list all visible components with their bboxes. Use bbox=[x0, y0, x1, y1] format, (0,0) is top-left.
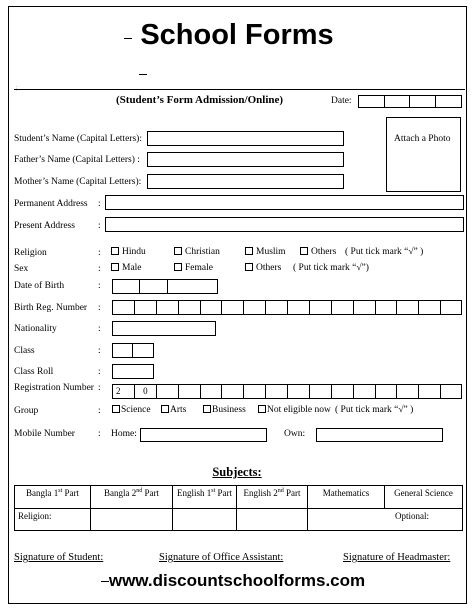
religion-hindu-checkbox[interactable]: Hindu bbox=[111, 247, 146, 258]
reg-number-field[interactable] bbox=[112, 384, 462, 399]
colon: : bbox=[98, 367, 101, 377]
group-not-eligible-checkbox[interactable]: Not eligible now bbox=[258, 405, 331, 416]
sex-male-checkbox[interactable]: Male bbox=[111, 263, 142, 274]
nationality-label: Nationality bbox=[14, 324, 57, 334]
group-note: ( Put tick mark “√” ) bbox=[335, 405, 414, 415]
group-label: Group bbox=[14, 406, 39, 416]
class-roll-input[interactable] bbox=[112, 364, 154, 379]
home-label: Home: bbox=[111, 429, 137, 439]
colon: : bbox=[98, 221, 101, 231]
colon: : bbox=[98, 264, 101, 274]
subject-cell[interactable]: English 2nd Part bbox=[237, 486, 308, 509]
colon: : bbox=[98, 281, 101, 291]
present-address-input[interactable] bbox=[105, 217, 464, 232]
reg-digit: 2 bbox=[113, 385, 135, 398]
student-name-input[interactable] bbox=[147, 131, 344, 146]
birth-reg-label: Birth Reg. Number bbox=[14, 303, 88, 313]
sex-label: Sex bbox=[14, 264, 29, 274]
reg-digit: 0 bbox=[135, 385, 157, 398]
subject-cell[interactable]: Bangla 2nd Part bbox=[91, 486, 173, 509]
colon: : bbox=[98, 383, 101, 393]
class-roll-label: Class Roll bbox=[14, 367, 54, 377]
class-field[interactable] bbox=[112, 343, 154, 358]
colon: : bbox=[98, 346, 101, 356]
sex-note: ( Put tick mark “√”) bbox=[293, 263, 369, 273]
subject-cell[interactable] bbox=[91, 509, 173, 531]
form-subtitle: (Student’s Form Admission/Online) bbox=[116, 94, 284, 106]
religion-muslim-checkbox[interactable]: Muslim bbox=[245, 247, 286, 258]
reg-number-label: Registration Number bbox=[14, 383, 94, 393]
date-label: Date: bbox=[331, 96, 352, 106]
colon: : bbox=[98, 324, 101, 334]
colon: : bbox=[98, 248, 101, 258]
mobile-label: Mobile Number bbox=[14, 429, 75, 439]
dob-label: Date of Birth bbox=[14, 281, 65, 291]
religion-note: ( Put tick mark “√” ) bbox=[345, 247, 424, 257]
signature-headmaster: Signature of Headmaster: bbox=[343, 552, 451, 563]
title-dash-small bbox=[139, 74, 147, 75]
present-address-label: Present Address bbox=[14, 221, 75, 231]
group-science-checkbox[interactable]: Science bbox=[112, 405, 151, 416]
birth-reg-field[interactable] bbox=[112, 300, 462, 315]
subject-cell[interactable] bbox=[237, 509, 308, 531]
permanent-address-label: Permanent Address bbox=[14, 199, 88, 209]
sex-others-checkbox[interactable]: Others bbox=[245, 263, 281, 274]
signature-student: Signature of Student: bbox=[14, 552, 104, 563]
own-phone-input[interactable] bbox=[316, 428, 443, 442]
class-label: Class bbox=[14, 346, 35, 356]
header-rule bbox=[14, 89, 465, 90]
colon: : bbox=[98, 429, 101, 439]
title-dash bbox=[124, 38, 132, 39]
photo-label: Attach a Photo bbox=[394, 134, 451, 144]
tiny-mark: ⋮ bbox=[14, 87, 19, 92]
date-field[interactable] bbox=[358, 95, 462, 108]
religion-label: Religion bbox=[14, 248, 47, 258]
colon: : bbox=[98, 303, 101, 313]
religion-christian-checkbox[interactable]: Christian bbox=[174, 247, 220, 258]
footer-url[interactable]: www.discountschoolforms.com bbox=[108, 571, 366, 590]
student-name-label: Student’s Name (Capital Letters): bbox=[14, 134, 142, 144]
mother-name-input[interactable] bbox=[147, 174, 344, 189]
subjects-table bbox=[14, 485, 463, 531]
subject-cell[interactable]: English 1st Part bbox=[173, 486, 237, 509]
signature-assistant: Signature of Office Assistant: bbox=[159, 552, 284, 563]
colon: : bbox=[98, 199, 101, 209]
father-name-label: Father’s Name (Capital Letters) : bbox=[14, 155, 140, 165]
mother-name-label: Mother’s Name (Capital Letters): bbox=[14, 177, 142, 187]
subject-cell[interactable] bbox=[173, 509, 237, 531]
sex-female-checkbox[interactable]: Female bbox=[174, 263, 213, 274]
subject-cell[interactable]: General Science bbox=[385, 486, 463, 509]
subject-cell[interactable]: Mathematics bbox=[308, 486, 385, 509]
dob-field[interactable] bbox=[112, 279, 218, 294]
optional-subject-cell[interactable]: Optional: bbox=[308, 509, 463, 531]
nationality-input[interactable] bbox=[112, 321, 216, 336]
photo-box[interactable] bbox=[386, 117, 461, 192]
father-name-input[interactable] bbox=[147, 152, 344, 167]
religion-subject-cell[interactable]: Religion: bbox=[15, 509, 91, 531]
subjects-heading: Subjects: bbox=[212, 465, 262, 479]
group-arts-checkbox[interactable]: Arts bbox=[161, 405, 186, 416]
subject-cell[interactable]: Bangla 1st Part bbox=[15, 486, 91, 509]
colon: : bbox=[98, 406, 101, 416]
religion-others-checkbox[interactable]: Others bbox=[300, 247, 336, 258]
own-label: Own: bbox=[284, 429, 306, 439]
home-phone-input[interactable] bbox=[140, 428, 267, 442]
page-title: School Forms bbox=[140, 19, 334, 51]
group-business-checkbox[interactable]: Business bbox=[203, 405, 246, 416]
permanent-address-input[interactable] bbox=[105, 195, 464, 210]
